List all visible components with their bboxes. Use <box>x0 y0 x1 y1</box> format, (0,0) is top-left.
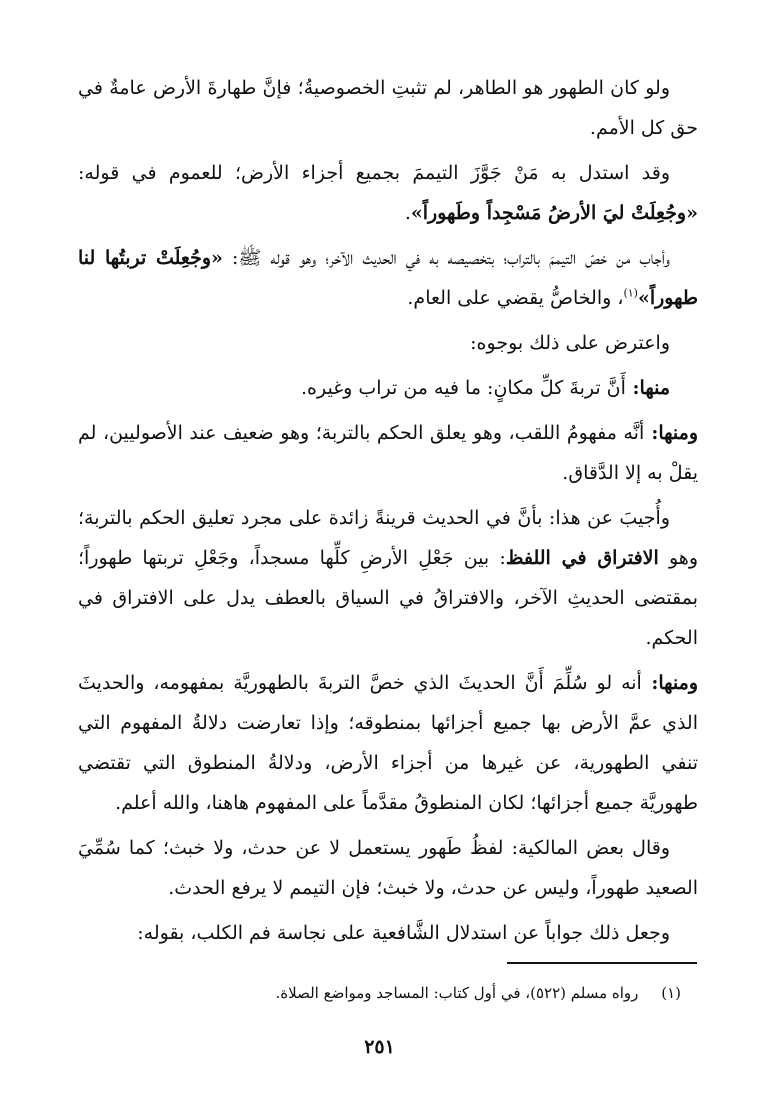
paragraph <box>78 153 698 233</box>
main-text <box>78 68 698 958</box>
text-segment: الافتراق في اللفظ <box>505 547 659 569</box>
footnote-divider <box>507 962 697 964</box>
text-segment: : بين جَعْلِ الأرضِ كلِّها مسجداً، وجَعْلِ تربتها طهوراً؛ بمقتضى الحديثِ الآخر، والافتراقُ في السياق بالعطف يدل على الافتراق في الحكم. <box>78 547 698 649</box>
text-segment: ومنها: <box>641 672 699 694</box>
footnote-ref: (١) <box>623 286 638 300</box>
text-segment: ومنها: <box>644 422 699 444</box>
footnote-text: رواه مسلم (٥٢٢)، في أول كتاب: المساجد ومواضع الصلاة. <box>275 984 639 1002</box>
text-segment: أنَّه مفهومُ اللقب، وهو يعلق الحكم بالتربة؛ وهو ضعيف عند الأصوليين، لم يقلْ به إلا الدَّقاق. <box>78 422 698 484</box>
paragraph <box>78 663 698 823</box>
paragraph <box>78 413 698 493</box>
paragraph <box>78 913 698 953</box>
text-segment: «وجُعِلَتْ تربتُها لنا طهوراً» <box>78 247 698 309</box>
text-segment: «وجُعِلَتْ ليَ الأرضُ مَسْجِداً وطَهوراً» <box>410 202 698 224</box>
page-number: ٢٥١ <box>364 1036 395 1058</box>
text-segment: وجعل ذلك جواباً عن استدلال الشَّافعية على نجاسة فم الكلب، بقوله: <box>137 922 670 944</box>
text-segment: وأُجيبَ عن هذا: بأنَّ في الحديث قرينةً زائدة على مجرد تعليق الحكم بالتربة؛ وهو <box>78 507 698 569</box>
text-segment: واعترض على ذلك بوجوه: <box>470 332 670 354</box>
text-segment: وقال بعض المالكية: لفظُ طَهور يستعمل لا عن حدث، ولا خبث؛ كما سُمِّيَ الصعيد طهوراً، وليس عن حدث، ولا خبث؛ فإن التيمم لا يرفع الحدث. <box>78 837 698 899</box>
footnote-number: (١) <box>661 984 681 1002</box>
text-segment: منها: <box>625 377 670 399</box>
text-segment: أَنَّ تربةَ كلِّ مكانٍ: ما فيه من تراب وغيره. <box>300 377 626 399</box>
text-segment: أنه لو سُلِّمَ أَنَّ الحديثَ الذي خصَّ التربةَ بالطهوريَّة بمفهومه، والحديثَ الذي عمَّ الأرض بها جميع أجزائها بمنطوقه؛ وإذا تعارضت دلالةُ المفهوم التي تنفي الطهورية، عن غيرها من أجزاء الأرض، ودلالةُ المنطوق التي تقتضي طهوريَّة جميع أجزائها؛ لكان المنطوقُ مقدَّماً على المفهوم هاهنا، والله أعلم. <box>78 672 698 814</box>
paragraph <box>78 828 698 908</box>
paragraph <box>78 238 698 318</box>
paragraph <box>78 323 698 363</box>
text-segment: . <box>404 202 411 224</box>
text-segment: وقد استدل به مَنْ جَوَّزَ التيممَ بجميع أجزاء الأرض؛ للعموم في قوله: <box>78 162 671 184</box>
paragraph <box>78 68 698 148</box>
text-segment: وأجاب من خصّ التيممَ بالتراب؛ بتخصيصه به في الحديث الآخر؛ وهو قوله ﷺ: <box>222 247 670 269</box>
paragraph <box>78 368 698 408</box>
text-segment: ولو كان الطهور هو الطاهر، لم تثبتِ الخصوصيةُ؛ فإنَّ طهارةَ الأرض عامةٌ في حق كل الأمم. <box>78 77 698 139</box>
paragraph <box>78 498 698 658</box>
text-segment: ، والخاصُّ يقضي على العام. <box>407 287 624 309</box>
footnote <box>61 982 681 1004</box>
